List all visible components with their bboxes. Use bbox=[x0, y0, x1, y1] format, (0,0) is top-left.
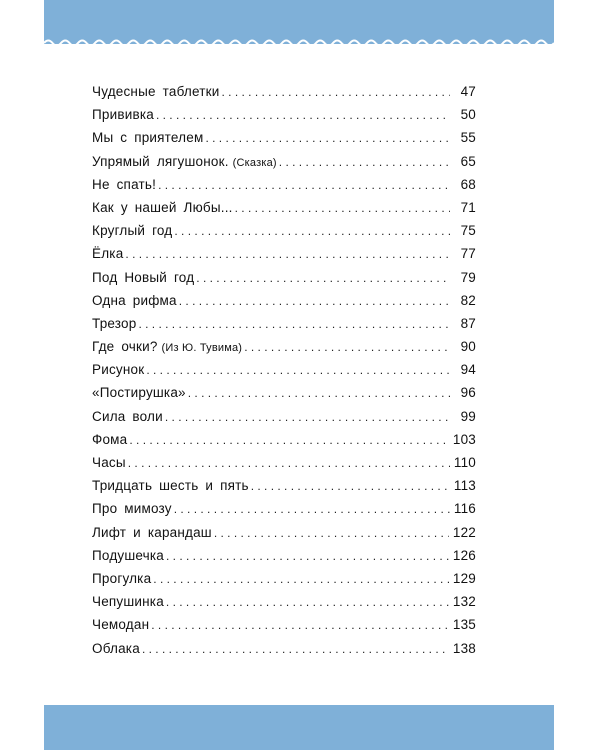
toc-entry-note: (Сказка) bbox=[232, 156, 277, 169]
toc-entry-page-number: 50 bbox=[460, 107, 476, 123]
dot-leader bbox=[156, 108, 450, 122]
toc-entry-title: Мы с приятелем bbox=[92, 130, 204, 146]
dot-leader bbox=[166, 549, 449, 563]
toc-entry-title: Одна рифма bbox=[92, 292, 177, 308]
dot-leader bbox=[251, 479, 450, 493]
toc-entry-title: Лифт и карандаш bbox=[92, 524, 212, 540]
toc-entry-page-number: 129 bbox=[452, 570, 476, 586]
toc-entry-title: «Постирушка» bbox=[92, 385, 186, 401]
toc-entry-title: Часы bbox=[92, 455, 126, 470]
toc-entry-title: Ёлка bbox=[92, 246, 124, 262]
toc-entry-title: Под Новый год bbox=[92, 269, 195, 285]
toc-entry-title: Как у нашей Любы... bbox=[92, 199, 233, 215]
toc-entry-page-number: 79 bbox=[460, 269, 476, 285]
dot-leader bbox=[222, 85, 451, 99]
toc-entry[interactable] bbox=[92, 548, 476, 571]
dot-leader bbox=[244, 340, 450, 354]
dot-leader bbox=[166, 595, 449, 609]
toc-entry-page-number: 55 bbox=[460, 130, 476, 146]
toc-entry[interactable] bbox=[92, 107, 476, 130]
dot-leader bbox=[151, 618, 449, 632]
toc-entry-page-number: 122 bbox=[452, 524, 476, 540]
dot-leader bbox=[158, 178, 450, 192]
toc-entry[interactable] bbox=[92, 594, 476, 617]
toc-entry-title: Не спать! bbox=[92, 176, 157, 192]
toc-entry[interactable] bbox=[92, 339, 476, 362]
toc-entry-note: (Из Ю. Тувима) bbox=[161, 342, 243, 355]
toc-entry-title: Сила воли bbox=[92, 408, 163, 424]
toc-entry-page-number: 90 bbox=[460, 339, 476, 355]
toc-entry[interactable] bbox=[92, 223, 476, 246]
toc-entry-page-number: 77 bbox=[460, 246, 476, 262]
toc-entry[interactable] bbox=[92, 177, 476, 200]
toc-entry-title: Про мимозу bbox=[92, 501, 172, 517]
dot-leader bbox=[205, 131, 450, 145]
table-of-contents bbox=[92, 84, 476, 664]
toc-entry-page-number: 110 bbox=[453, 455, 476, 470]
toc-entry-title: Фома bbox=[92, 431, 128, 447]
toc-entry-title: Где очки? bbox=[92, 339, 158, 355]
dot-leader bbox=[128, 456, 450, 470]
dot-leader bbox=[138, 317, 450, 331]
toc-entry[interactable] bbox=[92, 571, 476, 594]
dot-leader bbox=[165, 410, 450, 424]
toc-entry-page-number: 71 bbox=[460, 199, 476, 215]
dot-leader bbox=[235, 201, 450, 215]
dot-leader bbox=[196, 271, 450, 285]
toc-entry[interactable] bbox=[92, 385, 476, 408]
toc-entry-title: Чепушинка bbox=[92, 594, 164, 610]
toc-entry-page-number: 94 bbox=[460, 362, 476, 378]
toc-entry[interactable] bbox=[92, 154, 476, 177]
toc-entry-page-number: 96 bbox=[460, 385, 476, 401]
toc-entry-title: Трезор bbox=[92, 315, 137, 331]
toc-entry-page-number: 138 bbox=[452, 640, 476, 656]
toc-entry-page-number: 65 bbox=[460, 153, 476, 169]
toc-entry-title: Тридцать шесть и пять bbox=[92, 478, 249, 494]
toc-entry-page-number: 135 bbox=[452, 617, 476, 633]
toc-entry[interactable] bbox=[92, 525, 476, 548]
toc-entry[interactable] bbox=[92, 84, 476, 107]
toc-entry-page-number: 126 bbox=[452, 547, 476, 563]
toc-entry-page-number: 87 bbox=[460, 315, 476, 331]
toc-entry[interactable] bbox=[92, 130, 476, 153]
toc-entry[interactable] bbox=[92, 432, 476, 455]
toc-entry-page-number: 132 bbox=[452, 594, 476, 610]
toc-entry-page-number: 68 bbox=[460, 176, 476, 192]
dot-leader bbox=[174, 502, 450, 516]
dot-leader bbox=[188, 386, 450, 400]
toc-entry-page-number: 103 bbox=[452, 431, 476, 447]
toc-entry[interactable] bbox=[92, 617, 476, 640]
dot-leader bbox=[179, 294, 450, 308]
toc-entry-title: Прививка bbox=[92, 107, 154, 123]
toc-entry[interactable] bbox=[92, 246, 476, 269]
toc-entry[interactable] bbox=[92, 270, 476, 293]
toc-entry[interactable] bbox=[92, 409, 476, 432]
bottom-decorative-band bbox=[44, 705, 554, 750]
toc-entry-page-number: 116 bbox=[453, 501, 476, 517]
dot-leader bbox=[129, 433, 449, 447]
dot-leader bbox=[125, 247, 450, 261]
toc-entry-title: Подушечка bbox=[92, 547, 164, 563]
dot-leader bbox=[174, 224, 450, 238]
toc-entry-page-number: 99 bbox=[460, 408, 476, 424]
dot-leader bbox=[279, 155, 450, 169]
toc-entry[interactable] bbox=[92, 362, 476, 385]
dot-leader bbox=[142, 642, 449, 656]
toc-entry-page-number: 75 bbox=[460, 223, 476, 239]
toc-entry[interactable] bbox=[92, 455, 476, 478]
toc-entry-title: Чемодан bbox=[92, 617, 150, 633]
toc-entry-title: Упрямый лягушонок. bbox=[92, 153, 229, 169]
toc-entry-title: Чудесные таблетки bbox=[92, 84, 220, 99]
top-wave-border bbox=[44, 36, 554, 50]
toc-entry-page-number: 113 bbox=[453, 478, 476, 494]
toc-entry-title: Рисунок bbox=[92, 362, 145, 378]
toc-entry[interactable] bbox=[92, 293, 476, 316]
toc-entry[interactable] bbox=[92, 641, 476, 664]
toc-entry-title: Облака bbox=[92, 640, 140, 656]
dot-leader bbox=[214, 526, 449, 540]
dot-leader bbox=[146, 363, 450, 377]
toc-entry[interactable] bbox=[92, 501, 476, 524]
toc-entry[interactable] bbox=[92, 478, 476, 501]
toc-entry-page-number: 82 bbox=[460, 292, 476, 308]
toc-entry-page-number: 47 bbox=[460, 84, 476, 99]
toc-entry-title: Круглый год bbox=[92, 223, 173, 239]
dot-leader bbox=[153, 572, 449, 586]
toc-entry[interactable] bbox=[92, 200, 476, 223]
toc-entry[interactable] bbox=[92, 316, 476, 339]
toc-entry-title: Прогулка bbox=[92, 570, 152, 586]
